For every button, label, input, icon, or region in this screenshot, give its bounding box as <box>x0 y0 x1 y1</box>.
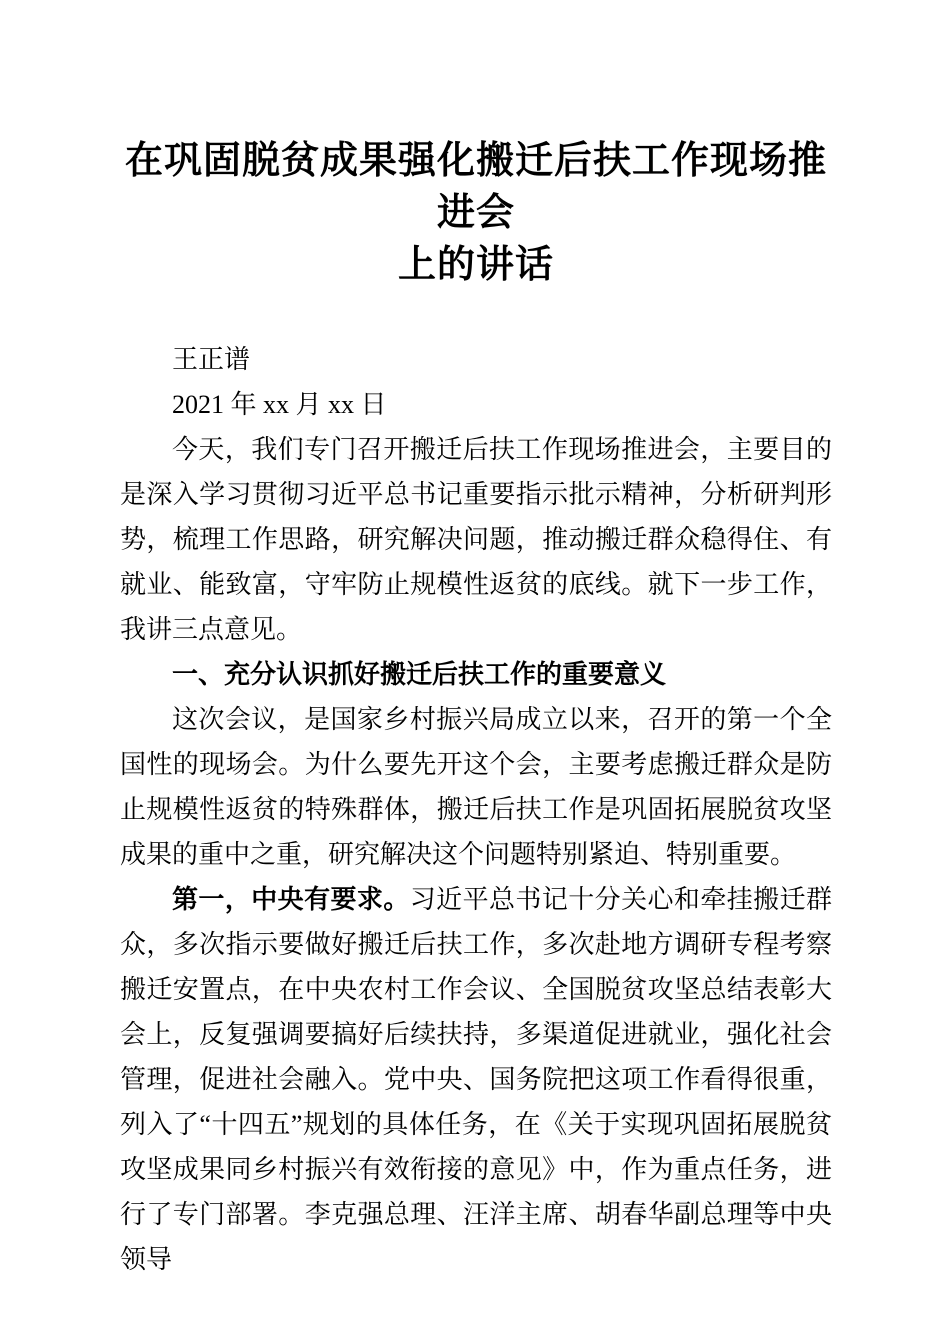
document-title <box>120 135 832 291</box>
section-heading-1: 一、充分认识抓好搬迁后扶工作的重要意义 <box>172 659 667 689</box>
paragraph-intro: 今天，我们专门召开搬迁后扶工作现场推进会，主要目的是深入学习贯彻习近平总书记重要指示批示精神，分析研判形势，梳理工作思路，研究解决问题，推动搬迁群众稳得住、有就业、能致富，守牢防止规模性返贫的底线。就下一步工作，我讲三点意见。 <box>120 435 832 644</box>
meta-block <box>120 337 832 427</box>
paragraph-significance: 这次会议，是国家乡村振兴局成立以来，召开的第一个全国性的现场会。为什么要先开这个会，主要考虑搬迁群众是防止规模性返贫的特殊群体，搬迁后扶工作是巩固拓展脱贫攻坚成果的重中之重，研究解决这个问题特别紧迫、特别重要。 <box>120 705 832 869</box>
document-title-line-1: 在巩固脱贫成果强化搬迁后扶工作现场推进会 <box>124 140 827 234</box>
document-title-line-2: 上的讲话 <box>397 244 554 286</box>
paragraph-central-requirement-lead: 第一，中央有要求。 <box>172 885 410 914</box>
paragraph-central-requirement-text: 习近平总书记十分关心和牵挂搬迁群众，多次指示要做好搬迁后扶工作，多次赴地方调研专程考察搬迁安置点，在中央农村工作会议、全国脱贫攻坚总结表彰大会上，反复强调要搞好后续扶持，多渠道促进就业，强化社会管理，促进社会融入。党中央、国务院把这项工作看得很重，列入了“十四五”规划的具体任务，在《关于实现巩固拓展脱贫攻坚成果同乡村振兴有效衔接的意见》中，作为重点任务，进行了专门部署。李克强总理、汪洋主席、胡春华副总理等中央领导 <box>120 885 832 1274</box>
paragraph-central-requirement <box>120 877 832 1282</box>
date-line: 2021 年 xx 月 xx 日 <box>172 390 387 419</box>
author-line: 王正谱 <box>172 345 251 374</box>
